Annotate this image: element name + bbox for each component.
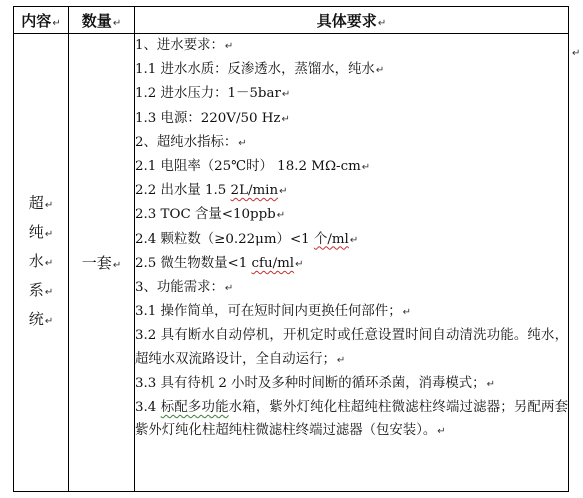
paragraph-mark-icon: ↵ xyxy=(44,316,54,327)
req-line: 2.4 颗粒数（≥0.22μm）<1 个/ml↵ xyxy=(135,231,359,247)
table-header-row xyxy=(14,7,569,34)
paragraph-mark-icon: ↵ xyxy=(52,17,61,29)
header-content-label: 内容 xyxy=(21,11,52,30)
quantity-value: 一套 xyxy=(81,254,112,272)
req-paragraph: 3.2 具有断水自动停机，开机定时或任意设置时间自动清洗功能。纯水，超纯水双流路设计，全自动运行；↵ xyxy=(135,328,568,367)
header-quantity-label: 数量 xyxy=(81,11,112,30)
paragraph-mark-icon: ↵ xyxy=(224,41,234,52)
req-line: 1.1 进水水质：反渗透水，蒸馏水，纯水↵ xyxy=(135,62,385,78)
header-content xyxy=(14,7,69,34)
req-line: 3.1 操作简单，可在短时间内更换任何部件；↵ xyxy=(135,304,411,320)
req-line: 2.3 TOC 含量<10ppb↵ xyxy=(135,207,286,223)
spec-table xyxy=(13,6,569,492)
paragraph-mark-icon: ↵ xyxy=(349,234,359,246)
paragraph-mark-icon: ↵ xyxy=(112,17,122,29)
paragraph-mark-icon: ↵ xyxy=(281,89,291,101)
paragraph-mark-icon: ↵ xyxy=(279,186,288,198)
spellcheck-underlined-text: 个/ml xyxy=(313,231,349,247)
paragraph-mark-icon: ↵ xyxy=(112,260,122,271)
spellcheck-underlined-text: 2L/min xyxy=(230,183,279,199)
paragraph-mark-icon: ↵ xyxy=(44,287,54,298)
content-char: 水↵ xyxy=(28,252,54,270)
paragraph-mark-icon: ↵ xyxy=(295,258,304,270)
req-line: 1、进水要求：↵ xyxy=(135,38,234,53)
req-line: 1.3 电源：220V/50 Hz↵ xyxy=(135,110,290,126)
header-requirements-label: 具体要求 xyxy=(316,11,377,30)
content-char: 超↵ xyxy=(28,194,54,212)
paragraph-mark-icon: ↵ xyxy=(44,200,54,211)
req-line: 2、超纯水指标：↵ xyxy=(135,134,247,150)
paragraph-mark-icon: ↵ xyxy=(437,426,446,438)
content-char: 纯↵ xyxy=(28,223,54,241)
requirements-cell xyxy=(135,34,569,492)
req-line: 2.5 微生物数量<1 cfu/ml↵ xyxy=(135,255,304,271)
header-requirements xyxy=(135,7,569,34)
paragraph-mark-icon: ↵ xyxy=(276,210,286,222)
quantity-cell xyxy=(69,34,135,492)
content-cell xyxy=(14,34,69,492)
paragraph-mark-icon: ↵ xyxy=(375,65,385,77)
paragraph-mark-icon: ↵ xyxy=(402,307,411,319)
paragraph-mark-icon: ↵ xyxy=(44,258,54,269)
table-row xyxy=(14,34,569,492)
paragraph-mark-icon: ↵ xyxy=(224,283,234,295)
grammar-underlined-text: 标配多功能 xyxy=(160,400,229,416)
content-char: 系↵ xyxy=(28,281,54,299)
req-line: 1.2 进水压力：1－5bar↵ xyxy=(135,86,291,102)
req-paragraph: 3.3 具有待机 2 小时及多种时间断的循环杀菌，消毒模式；↵ xyxy=(135,375,495,391)
content-char: 统↵ xyxy=(28,310,54,328)
paragraph-mark-icon: ↵ xyxy=(572,48,581,59)
req-line: 2.1 电阻率（25℃时） 18.2 MΩ-cm↵ xyxy=(135,159,371,175)
header-quantity xyxy=(69,7,135,34)
req-paragraph: 3.4 标配多功能水箱，紫外灯纯化柱超纯柱微滤柱终端过滤器；另配两套紫外灯纯化柱超纯柱微滤柱终端过滤器（包安装）。↵ xyxy=(135,400,568,439)
paragraph-mark-icon: ↵ xyxy=(238,137,247,149)
paragraph-mark-icon: ↵ xyxy=(44,229,54,240)
paragraph-mark-icon: ↵ xyxy=(336,354,346,366)
req-line: 3、功能需求：↵ xyxy=(135,280,234,296)
spellcheck-underlined-text: cfu/ml xyxy=(251,255,295,271)
paragraph-mark-icon: ↵ xyxy=(377,17,387,29)
paragraph-mark-icon: ↵ xyxy=(486,378,495,390)
paragraph-mark-icon: ↵ xyxy=(281,113,290,125)
req-line: 2.2 出水量 1.5 2L/min↵ xyxy=(135,183,288,199)
paragraph-mark-icon: ↵ xyxy=(361,162,371,174)
